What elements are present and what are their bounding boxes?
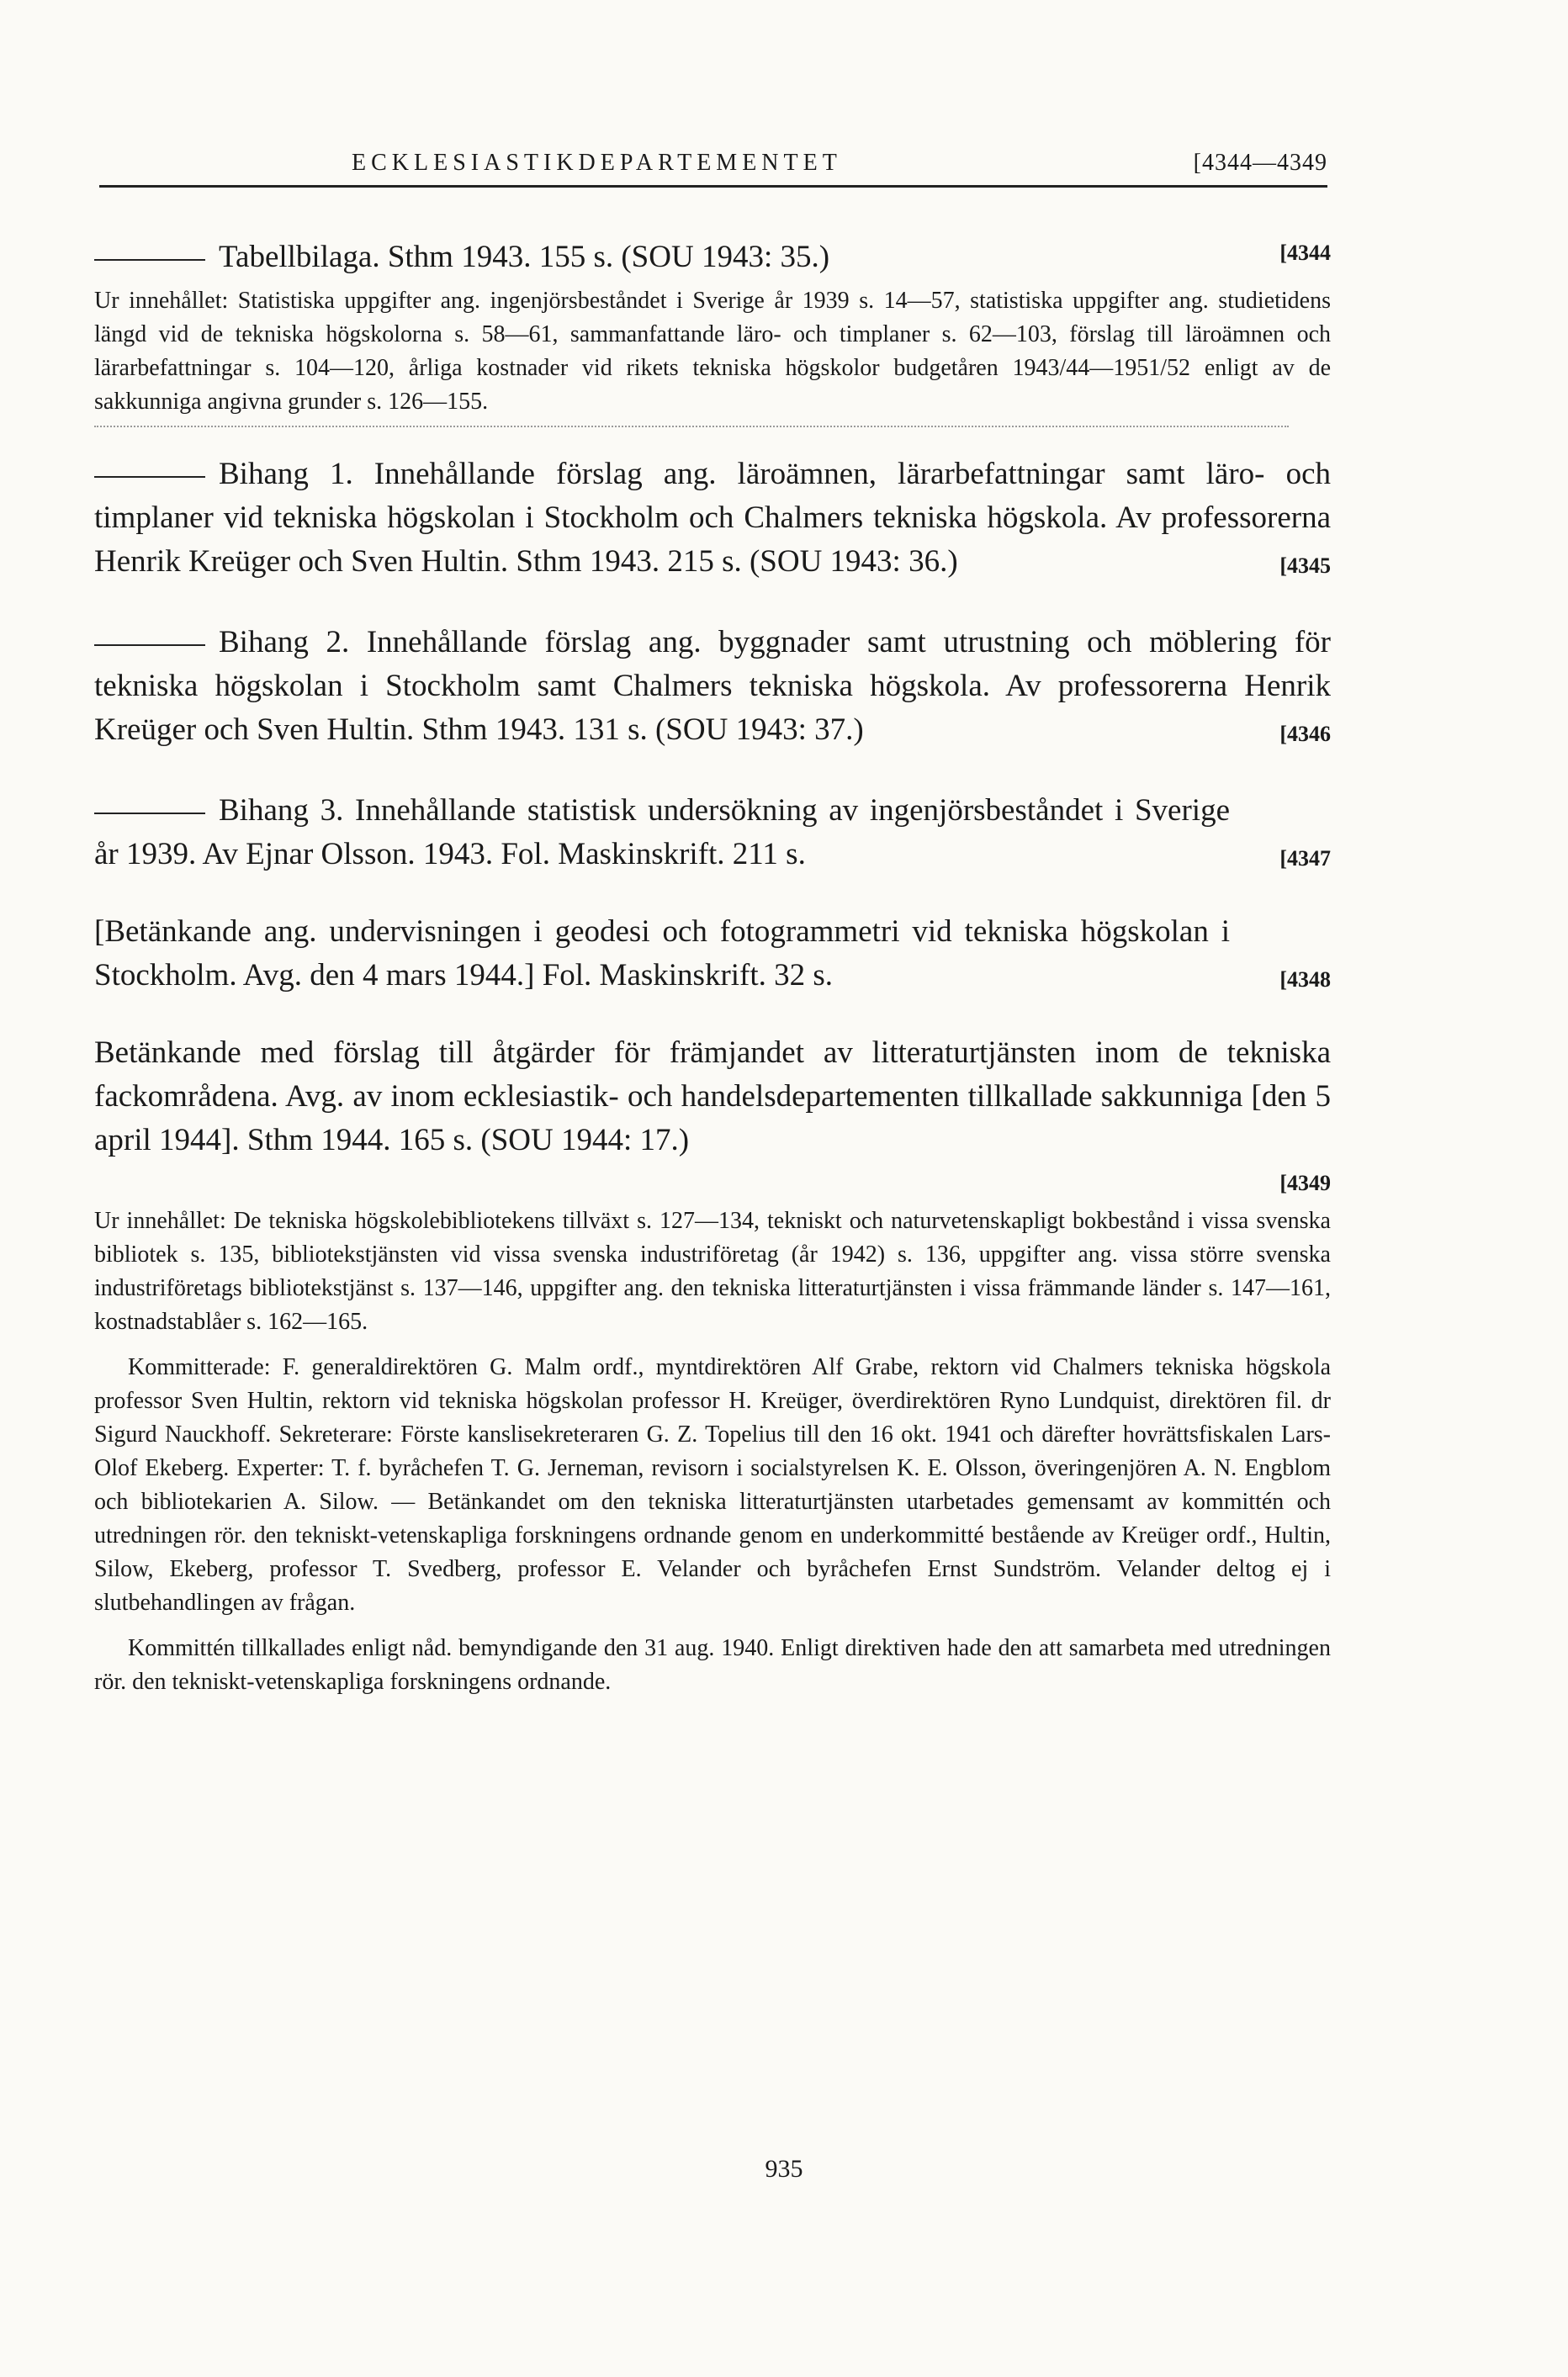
dotted-separator <box>94 426 1289 427</box>
running-head-title: ECKLESIASTIKDEPARTEMENTET <box>352 150 842 176</box>
entry-4347 <box>94 789 1331 876</box>
running-head <box>99 141 1327 192</box>
entry-text: Bihang 1. Innehållande förslag ang. läroämnen, lärarbefattningar samt läro- och timplaner vid tekniska högskolan i Stockholm och Chalmers tekniska högskola. Av professorerna Henrik Kreüger och Sven Hultin. Sthm 1943. 215 s. (SOU 1943: 36.) <box>94 457 1331 579</box>
entry-reference: [4348 <box>1279 967 1331 992</box>
entry-reference: [4347 <box>1279 846 1331 871</box>
entry-reference: [4345 <box>1279 553 1331 578</box>
entry-text: Bihang 3. Innehållande statistisk undersökning av ingenjörsbeståndet i Sverige år 1939. Av Ejnar Olsson. 1943. Fol. Maskinskrift. 211 s. <box>94 793 1230 871</box>
entry-text: Betänkande med förslag till åtgärder för främjandet av litteraturtjänsten inom de tekniska fackområdena. Avg. av inom ecklesiastik- och handelsdepartementen tillkallade sakkunniga [den 5 april 1944]. Sthm 1944. 165 s. (SOU 1944: 17.) <box>94 1035 1331 1157</box>
entry-4348 <box>94 910 1331 998</box>
entry-reference: [4349 <box>1279 1171 1331 1195</box>
entry-text: [Betänkande ang. undervisningen i geodesi och fotogrammetri vid tekniska högskolan i Stockholm. Avg. den 4 mars 1944.] Fol. Maskinskrift. 32 s. <box>94 914 1230 993</box>
entry-4344 <box>94 236 1331 279</box>
appointment-note: Kommittén tillkallades enligt nåd. bemyndigande den 31 aug. 1940. Enligt direktiven hade den att samarbeta med utredningen rör. den tekniskt-vetenskapliga forskningens ordnande. <box>94 1635 1331 1695</box>
entry-reference: [4344 <box>1279 241 1331 265</box>
entry-reference: [4346 <box>1279 722 1331 746</box>
entry-4346 <box>94 621 1331 752</box>
entry-note: Ur innehållet: De tekniska högskolebibliotekens tillväxt s. 127—134, tekniskt och naturvetenskapligt bokbestånd i vissa svenska bibliotek s. 135, bibliotekstjänsten vid vissa svenska industriföretag (år 1942) s. 136, uppgifter ang. vissa större svenska industriföretags bibliotekstjänst s. 137—146, uppgifter ang. den tekniska litteraturtjänsten i vissa främmande länder s. 147—161, kostnadstablåer s. 162—165. <box>94 1208 1331 1335</box>
entry-note: Ur innehållet: Statistiska uppgifter ang. ingenjörsbeståndet i Sverige år 1939 s. 14—57, statistiska uppgifter ang. studietidens längd vid de tekniska högskolorna s. 58—61, sammanfattande läro- och timplaner s. 62—103, förslag till läroämnen och lärarbefattningar s. 104—120, årliga kostnader vid rikets tekniska högskolor budgetåren 1943/44—1951/52 enligt av de sakkunniga angivna grunder s. 126—155. <box>94 288 1331 415</box>
ditto-dash <box>94 259 205 261</box>
page-number: 935 <box>765 2155 803 2183</box>
ditto-dash <box>94 813 205 814</box>
ditto-dash <box>94 476 205 478</box>
entry-4349 <box>94 1031 1331 1199</box>
ditto-dash <box>94 644 205 646</box>
entry-4345 <box>94 453 1331 584</box>
running-head-range: [4344—4349 <box>1193 150 1327 176</box>
entry-text: Tabellbilaga. Sthm 1943. 155 s. (SOU 1943: 35.) <box>94 236 1331 279</box>
committee-note: Kommitterade: F. generaldirektören G. Malm ordf., myntdirektören Alf Grabe, rektorn vid Chalmers tekniska högskola professor Sven Hultin, rektorn vid tekniska högskolan professor H. Kreüger, överdirektören Ryno Lundquist, direktören fil. dr Sigurd Nauckhoff. Sekreterare: Förste kanslisekreteraren G. Z. Topelius till den 16 okt. 1941 och därefter hovrättsfiskalen Lars-Olof Ekeberg. Experter: T. f. byråchefen T. G. Jerneman, revisorn i socialstyrelsen K. E. Olsson, överingenjören A. N. Engblom och bibliotekarien A. Silow. — Betänkandet om den tekniska litteraturtjänsten utarbetades gemensamt av kommittén och utredningen rör. den tekniskt-vetenskapliga forskningens ordnande genom en underkommitté bestående av Kreüger ordf., Hultin, Silow, Ekeberg, professor T. Svedberg, professor E. Velander och byråchefen Ernst Sundström. Velander deltog ej i slutbehandlingen av frågan. <box>94 1354 1331 1616</box>
entry-text: Bihang 2. Innehållande förslag ang. byggnader samt utrustning och möblering för tekniska högskolan i Stockholm samt Chalmers tekniska högskola. Av professorerna Henrik Kreüger och Sven Hultin. Sthm 1943. 131 s. (SOU 1943: 37.) <box>94 625 1331 747</box>
running-head-rule <box>99 185 1327 188</box>
page-content <box>94 236 1331 1699</box>
